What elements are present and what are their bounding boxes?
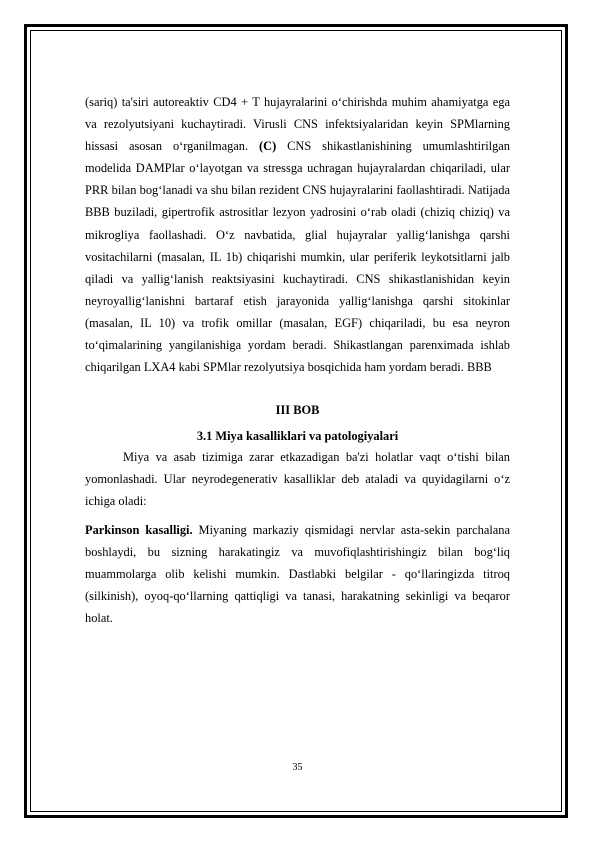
section-title: 3.1 Miya kasalliklari va patologiyalari [196, 429, 399, 444]
figure-panel-label: (C) [259, 139, 277, 154]
parkinson-description: Miyaning markaziy qismidagi nervlar asta-sekin parchalana boshlaydi, bu sizning harakatingiz va muvofiqlashtirishingiz bilan bog‘liq muammolarga olib kelishi mumkin. Dastlabki belgilar - qo‘llaringizda titroq (silkinish), oyoq-qo‘llarning qattiqligi va tanasi, harakatning sekinligi va beqaror holat. [85, 522, 510, 625]
term-parkinson: Parkinson kasalligi. [85, 522, 193, 537]
paragraph-parkinson [85, 519, 510, 629]
paragraph-continuation [85, 91, 510, 378]
paragraph-text-a: (sariq) ta'siri autoreaktiv CD4 + T hujayralarini o‘chirishda muhim ahamiyatga ega va rezolyutsiyani kuchaytiradi. Virusli CNS infektsiyalaridan keyin SPMlarning hissasi asosan o‘rganilmagan. [85, 95, 510, 154]
paragraph-text-b: CNS shikastlanishining umumlashtirilgan modelida DAMPlar o‘layotgan va stressga uchragan hujayralardan chiqariladi, ular PRR bilan bog‘lanadi va shu bilan rezident CNS hujayralarini faollashtiradi. Natijada BBB buziladi, gipertrofik astrositlar lezyon yadrosini o‘rab oladi (chiziq chiziq) va mikrogliya faollashadi. O‘z navbatida, glial hujayralar yallig‘lanishga qarshi vositachilarni (masalan, IL 1b) chiqarishi mumkin, ular periferik leykotsitlarni jalb qiladi va yallig‘lanish reaktsiyasini kuchaytiradi. CNS shikastlanishidan keyin neyroyallig‘lanishni bartaraf etish jarayonida yallig‘lanishga qarshi sitokinlar (masalan, IL 10) va trofik omillar (masalan, EGF) chiqariladi, bu esa neyron to‘qimalarining yangilanishiga yordam beradi. Shikastlangan parenximada ishlab chiqarilgan LXA4 kabi SPMlar rezolyutsiya bosqichida ham yordam beradi. BBB [85, 139, 510, 375]
chapter-title: III BOB [275, 403, 320, 418]
paragraph-intro: Miya va asab tizimiga zarar etkazadigan ba'zi holatlar vaqt o‘tishi bilan yomonlashadi. Ular neyrodegenerativ kasalliklar deb ataladi va quyidagilarni o‘z ichiga oladi: [85, 450, 510, 509]
section-spacer [85, 378, 510, 400]
page-number: 35 [292, 762, 303, 773]
page-content [85, 91, 510, 629]
